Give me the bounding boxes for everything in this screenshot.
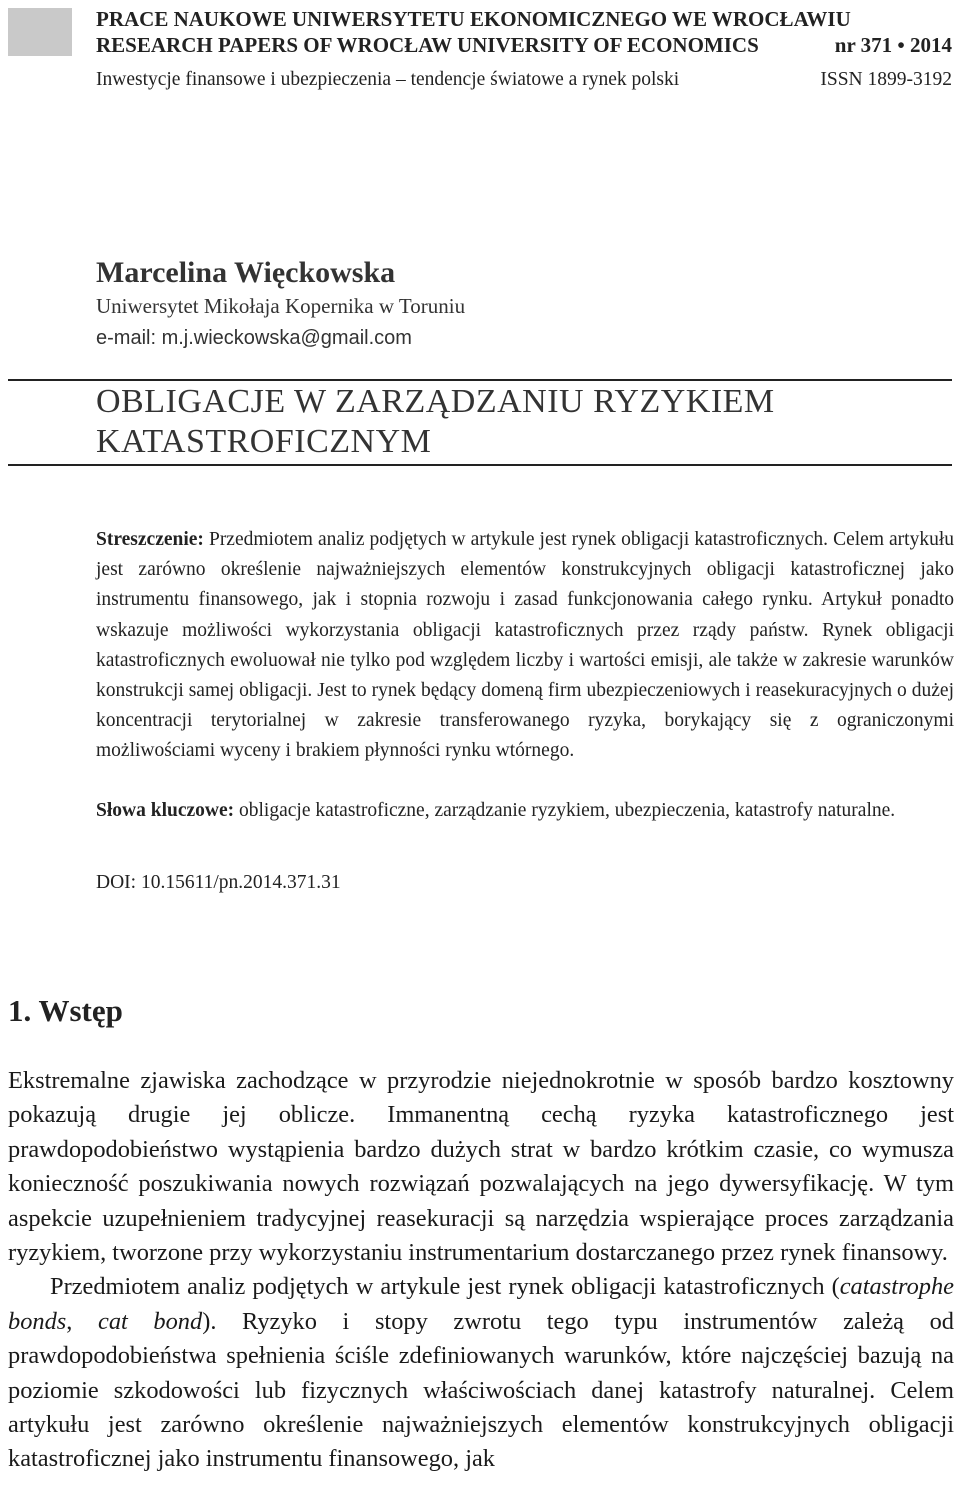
title-bottom-rule [8,464,952,466]
abstract-label: Streszczenie: [96,529,204,550]
section-heading: 1. Wstęp [8,993,123,1028]
journal-name-en: RESEARCH PAPERS OF WROCŁAW UNIVERSITY OF ECONOMICS [96,33,759,57]
body-text [8,1064,954,1477]
paragraph-1: Ekstremalne zjawiska zachodzące w przyrodzie niejednokrotnie w sposób bardzo kosztowny pokazują drugie jej oblicze. Immanentną cechą ryzyka katastroficznego jest prawdopodobieństwo wystąpienia bardzo dużych strat w bardzo krótkim czasie, co wymusza konieczność poszukiwania nowych rozwiązań pozwalających na jego dywersyfikację. W tym aspekcie uzupełnieniem tradycyjnej reasekuracji są narzędzia wspierające proces zarządzania ryzykiem, tworzone przy wykorzystaniu instrumentarium dostarczanego przez rynek finansowy. [8,1067,954,1267]
decorative-gray-block [8,8,72,56]
keywords [96,796,954,826]
term-catastrophe-bonds: catastrophe bonds [8,1273,954,1335]
author-affiliation: Uniwersytet Mikołaja Kopernika w Toruniu [96,294,466,318]
author-email[interactable]: e-mail: m.j.wieckowska@gmail.com [96,327,412,349]
doi: DOI: 10.15611/pn.2014.371.31 [96,872,341,893]
volume-title: Inwestycje finansowe i ubezpieczenia – tendencje światowe a rynek polski [96,69,680,90]
keywords-label: Słowa kluczowe: [96,800,235,821]
paragraph-2: Przedmiotem analiz podjętych w artykule jest rynek obligacji katastroficznych (catastrophe bonds, cat bond). Ryzyko i stopy zwrotu tego typu instrumentów zależą od prawdopodobieństwa spełnienia ściśle zdefiniowanych warunków, które najczęściej bazują na poziomie szkodowości lub fizycznych właściwościach danej katastrofy naturalnej. Celem artykułu jest zarówno określenie najważniejszych elementów konstrukcyjnych obligacji katastroficznej jako instrumentu finansowego, jak [8,1273,954,1473]
term-cat-bond: cat bond [98,1307,203,1335]
author-block [96,255,952,351]
keywords-text: obligacje katastroficzne, zarządzanie ryzykiem, ubezpieczenia, katastrofy naturalne. [239,800,896,821]
title-top-rule [8,379,952,381]
abstract [96,525,954,767]
author-name: Marcelina Więckowska [96,256,396,289]
journal-name-pl: PRACE NAUKOWE UNIWERSYTETU EKONOMICZNEGO WE WROCŁAWIU [96,7,851,31]
issue-number: nr 371 • 2014 [834,33,952,57]
abstract-text: Przedmiotem analiz podjętych w artykule jest rynek obligacji katastroficznych. Celem artykułu jest zarówno określenie najważniejszych elementów konstrukcyjnych obligacji katastroficznej jako instrumentu finansowego, jak i stopnia rozwoju i zasad funkcjonowania całego rynku. Artykuł ponadto wskazuje możliwości wykorzystania obligacji katastroficznych przez rządy państw. Rynek obligacji katastroficznych ewoluował nie tylko pod względem liczby i wartości emisji, ale także w zakresie warunków konstrukcji samej obligacji. Jest to rynek będący domeną firm ubezpieczeniowych i reasekuracyjnych o dużej koncentracji terytorialnej w zakresie transferowanego ryzyka, borykający się z ograniczonymi możliwościami wyceny i brakiem płynności rynku wtórnego. [96,529,955,762]
article-title: OBLIGACJE W ZARZĄDZANIU RYZYKIEM KATASTROFICZNYM [96,383,775,460]
issn: ISSN 1899-3192 [820,69,952,90]
volume-info-row [96,68,952,92]
journal-header [96,6,952,92]
journal-name-en-row [96,32,952,58]
